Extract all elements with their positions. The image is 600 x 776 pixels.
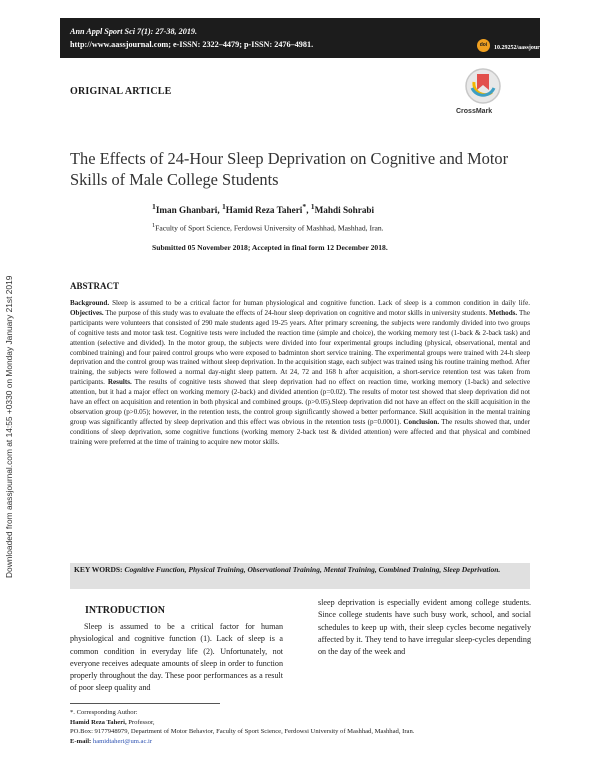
author-separator: ,: [306, 205, 311, 216]
abstract-results-label: Results.: [107, 378, 132, 387]
introduction-right-column: sleep deprivation is especially evident among college students. Since college students have such busy work, school, and social schedules to keep up with, their sleep cycles become negatively affected by it. They tend to have irregular sleep-cycles depending on the day of the week and: [318, 598, 531, 657]
crossmark-label: CrossMark: [456, 108, 493, 115]
author-list: [152, 202, 374, 215]
doi-icon: doi: [477, 39, 490, 52]
journal-header: [60, 18, 565, 58]
keywords-list: Cognitive Function, Physical Training, Observational Training, Mental Training, Combined Training, Sleep Deprivation.: [124, 565, 501, 574]
author-affiliation-mark: 1: [152, 202, 156, 211]
abstract-conclusion-label: Conclusion.: [403, 417, 440, 426]
abstract-conclusion: The results showed that, under conditions of sleep deprivation, some cognitive functions (working memory 2-back test & divided attention) were affected and that physical and combined training were preferred at the time of training to acquire new motor skills.: [70, 417, 530, 446]
download-watermark: Downloaded from aassjournal.com at 14:55 +0330 on Monday January 21st 2019: [4, 275, 14, 578]
abstract-objectives-label: Objectives.: [70, 308, 104, 317]
author-name: Mahdi Sohrabi: [314, 205, 375, 216]
footnote-corresponding-label: *. Corresponding Author:: [70, 709, 138, 716]
footnote-address: PO.Box: 9177948979, Department of Motor Behavior, Faculty of Sport Science, Ferdowsi University of Mashhad, Mashhad, Iran.: [70, 728, 415, 736]
journal-url-issn[interactable]: http://www.aassjournal.com; e-ISSN: 2322–4479; p-ISSN: 2476–4981.: [70, 40, 314, 49]
abstract-body: [70, 299, 530, 448]
abstract-results: The results of cognitive tests showed that sleep deprivation had no effect on reaction time, working memory (1-back) and selective attention, but it had a major effect on working memory (2-back) and divided attention (p=0.02). The results of motor test showed that sleep deprivation did not have an effect on acquisition and retention in both physical and combined groups. (p>0.05).Sleep deprivation did not have an effect on the skill acquisition in the observation group (p>0.05); however, in the retention tests, the control group significantly showed a better performance. Skill acquisition in the mental training group was significantly affected by sleep deprivation and this effect was obvious in the retention tests (p=0.0001).: [70, 378, 530, 426]
author-name: Iman Ghanbari,: [155, 205, 222, 216]
abstract-methods: The participants were volunteers that consisted of 290 male students aged 19-25 years. After primary screening, the subjects were randomly divided into two groups of cognitive tests and motor task test. Cognitive tests were included the reaction time (simple and choice), the working memory test (1-back & 2-back task) and attention (selective and divided). In the motor group, the subjects were divided into four experimental groups including (physical, observational, mental and combined training) and four paired control groups who were exposed to badminton short service training. The experimental groups were trained with 24-h sleep deprivation and the control group was trained without sleep deprivation. In the acquisition stage, each subject was trained using his routine training method. After training, the subjects were followed a normal day-night sleep pattern. At 24, 72 and 168 h after acquisition, a short-service retention test was taken from participants.: [70, 308, 530, 387]
footnote-email-label: E-mail:: [70, 738, 93, 746]
introduction-left-column: Sleep is assumed to be a critical factor for human physiological and cognitive function (1). Lack of sleep is a common condition in everyday life (2). Unfortunately, not everyone receives adequate amounts of sleep in order to function properly throughout the day. These poor performances as a result of poor sleep quality and: [70, 622, 283, 693]
affiliation-mark: 1: [152, 222, 156, 229]
corresponding-author-mark: *: [302, 202, 307, 211]
doi-number[interactable]: 10.29252/aassjournal.7.1.27: [494, 45, 565, 51]
author-name: Hamid Reza Taheri: [225, 205, 303, 216]
journal-citation: Ann Appl Sport Sci 7(1): 27-38, 2019.: [70, 27, 198, 36]
author-affiliation-mark: 1: [310, 202, 315, 211]
footnote-divider: [70, 703, 220, 704]
affiliation: [152, 222, 384, 233]
article-type: ORIGINAL ARTICLE: [70, 86, 172, 97]
footnote-author-role: Professor,: [126, 718, 155, 726]
crossmark-icon[interactable]: [463, 66, 503, 110]
abstract-methods-label: Methods.: [489, 308, 518, 317]
author-affiliation-mark: 1: [221, 202, 226, 211]
corresponding-author-footnote: [70, 708, 540, 747]
abstract-background: Sleep is assumed to be a critical factor for human physiological and cognitive function. Lack of sleep is a common condition in daily life.: [109, 299, 530, 307]
keywords-label: KEY WORDS:: [74, 565, 125, 574]
submission-dates: Submitted 05 November 2018; Accepted in final form 12 December 2018.: [152, 243, 388, 252]
abstract-objectives: The purpose of this study was to evaluate the effects of 24-hour sleep deprivation on cognitive and motor skills in university students.: [103, 308, 490, 317]
affiliation-text: Faculty of Sport Science, Ferdowsi University of Mashhad, Mashhad, Iran.: [155, 223, 384, 233]
footnote-author-name: Hamid Reza Taheri,: [70, 718, 127, 726]
keywords-box: [70, 563, 530, 589]
abstract-background-label: Background.: [70, 299, 110, 307]
introduction-heading: INTRODUCTION: [85, 605, 166, 616]
article-title: The Effects of 24-Hour Sleep Deprivation on Cognitive and Motor Skills of Male College Students: [70, 149, 509, 189]
footnote-email-link[interactable]: hamidtaheri@um.ac.ir: [92, 738, 153, 746]
abstract-heading: ABSTRACT: [70, 281, 120, 291]
